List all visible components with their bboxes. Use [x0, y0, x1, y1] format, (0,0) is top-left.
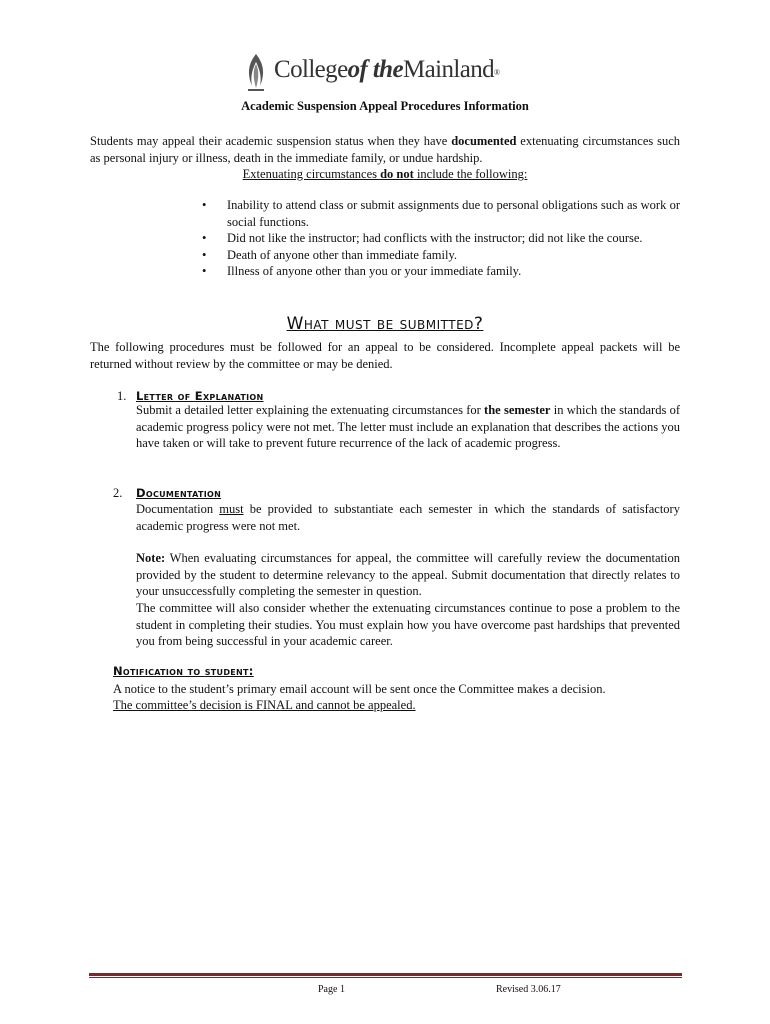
- exclusions-list: [202, 197, 680, 280]
- section-intro: The following procedures must be followed for an appeal to be considered. Incomplete appeal packets will be returned without review by the committee or may be denied.: [90, 340, 680, 371]
- item-2-heading: Documentation: [136, 486, 222, 500]
- list-item: • Illness of anyone other than you or your immediate family.: [202, 264, 522, 278]
- item-2-number: 2.: [113, 486, 123, 500]
- revision-date: Revised 3.06.17: [496, 984, 561, 995]
- item-1-number: 1.: [117, 389, 127, 403]
- item-1-heading: Letter of Explanation: [136, 389, 264, 403]
- note-paragraph-2: The committee will also consider whether the extenuating circumstances continue to pose a problem to the student in completing their studies. You must explain how you have overcome past hardships that prevented you from being successful in your academic career.: [136, 601, 680, 648]
- document-title: Academic Suspension Appeal Procedures Information: [241, 99, 529, 113]
- page-number: Page 1: [318, 984, 345, 995]
- intro-paragraph: Students may appeal their academic suspension status when they have documented extenuating circumstances such as personal injury or illness, death in the immediate family, or undue hardship.: [90, 134, 681, 165]
- footer-rule: [89, 973, 682, 976]
- logo-wordmark: Collegeof theMainland®: [274, 56, 500, 83]
- flame-logo-icon: [244, 52, 268, 92]
- note-paragraph: Note: When evaluating circumstances for appeal, the committee will carefully review the documentation provided by the student to determine relevancy to the appeal. Submit documentation that directly relates to your unsuccessfully completing the semester in question.: [136, 551, 680, 598]
- notification-heading: Notification to student:: [113, 664, 254, 678]
- list-item: • Did not like the instructor; had conflicts with the instructor; did not like the course.: [202, 231, 643, 245]
- item-2-body: Documentation must be provided to substantiate each semester in which the standards of satisfactory academic progress were not met.: [136, 502, 680, 533]
- notification-text: A notice to the student’s primary email account will be sent once the Committee makes a decision.: [113, 682, 606, 696]
- college-logo: [244, 50, 499, 93]
- final-decision-text: The committee’s decision is FINAL and cannot be appealed.: [113, 698, 416, 712]
- section-heading: What must be submitted?: [286, 314, 484, 334]
- list-item: • Inability to attend class or submit assignments due to personal obligations such as work or social functions.: [202, 198, 680, 229]
- exclusions-line: Extenuating circumstances do not include the following:: [242, 167, 528, 181]
- item-1-body: Submit a detailed letter explaining the extenuating circumstances for the semester in which the standards of academic progress policy were not met. The letter must include an explanation that describes the actions you have taken or will take to prevent future recurrence of the lack of academic progress.: [136, 403, 680, 450]
- footer-rule-thin: [89, 977, 682, 978]
- list-item: • Death of anyone other than immediate family.: [202, 247, 458, 262]
